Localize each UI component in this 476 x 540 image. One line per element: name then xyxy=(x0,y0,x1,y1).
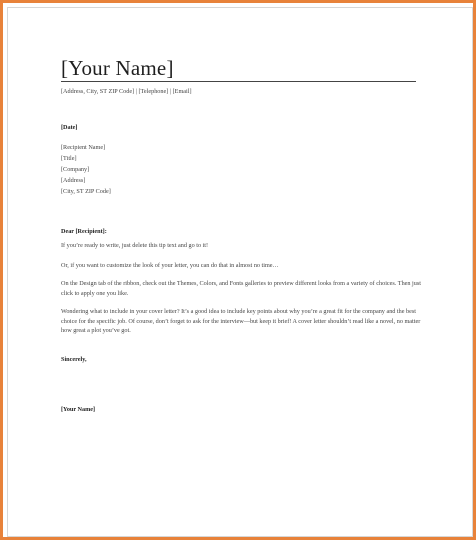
sender-contact-line: [Address, City, ST ZIP Code] | [Telephone] | [Email] xyxy=(61,88,192,95)
sender-name-heading: [Your Name] xyxy=(61,56,174,80)
body-paragraph: On the Design tab of the ribbon, check out the Themes, Colors, and Fonts galleries to preview different looks from a variety of choices. Then just click to apply one you like. xyxy=(61,280,421,297)
body-paragraph: Wondering what to include in your cover letter? It’s a good idea to include key points about why you’re a great fit for the company and the best choice for the specific job. Of course, don’t forget to ask for the interview—but keep it brief! A cover letter shouldn’t read like a novel, no matter how great a plot you’ve got. xyxy=(61,308,421,334)
signature-name: [Your Name] xyxy=(61,406,96,413)
recipient-title: [Title] xyxy=(61,155,77,162)
recipient-name: [Recipient Name] xyxy=(61,144,106,151)
recipient-company: [Company] xyxy=(61,166,90,173)
document-page xyxy=(7,7,473,537)
letter-closing: Sincerely, xyxy=(61,356,87,363)
body-paragraph: Or, if you want to customize the look of your letter, you can do that in almost no time… xyxy=(61,262,279,269)
header-divider xyxy=(61,81,416,82)
salutation: Dear [Recipient]: xyxy=(61,228,107,235)
recipient-city-state-zip: [City, ST ZIP Code] xyxy=(61,188,111,195)
recipient-address: [Address] xyxy=(61,177,86,184)
body-paragraph: If you’re ready to write, just delete this tip text and go to it! xyxy=(61,242,209,249)
recipient-block xyxy=(61,142,111,197)
letter-date: [Date] xyxy=(61,124,78,131)
